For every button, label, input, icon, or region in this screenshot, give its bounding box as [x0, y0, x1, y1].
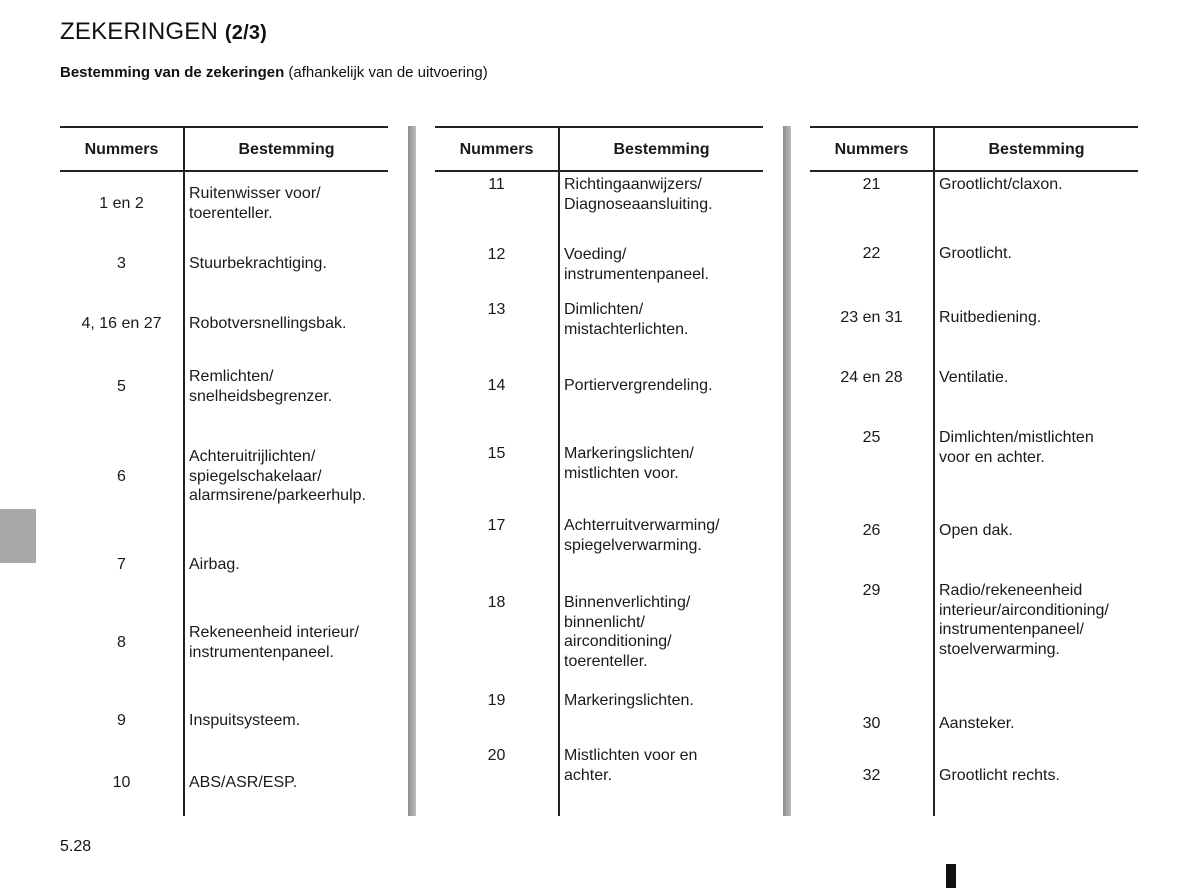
fuse-destination: Radio/rekeneenheid interieur/airconditioning/ instrumentenpaneel/ stoelverwarming. — [939, 582, 1109, 658]
fuse-destination: Mistlichten voor en achter. — [564, 747, 698, 784]
fuse-destination: ABS/ASR/ESP. — [189, 774, 298, 791]
fuse-number: 7 — [117, 556, 126, 573]
header-numbers: Nummers — [834, 141, 909, 158]
table-column-divider — [183, 126, 185, 816]
fuse-destination: Ruitbediening. — [939, 309, 1042, 326]
fuse-destination: Markeringslichten. — [564, 692, 694, 709]
fuse-destination: Achterruitverwarming/ spiegelverwarming. — [564, 517, 720, 554]
fuse-number: 25 — [862, 429, 881, 446]
fuse-destination: Rekeneenheid interieur/ instrumentenpaneel. — [189, 624, 359, 661]
chapter-tab — [0, 509, 36, 563]
fuse-destination: Dimlichten/ mistachterlichten. — [564, 301, 689, 338]
fuse-number: 18 — [487, 594, 506, 611]
fuse-table-3 — [810, 126, 1138, 816]
header-numbers: Nummers — [84, 141, 159, 158]
fuse-destination: Achteruitrijlichten/ spiegelschakelaar/ alarmsirene/parkeerhulp. — [189, 448, 366, 504]
fuse-destination: Ruitenwisser voor/ toerenteller. — [189, 185, 321, 222]
title-text: ZEKERINGEN — [60, 18, 219, 45]
fuse-destination: Dimlichten/mistlichten voor en achter. — [939, 429, 1094, 466]
fuse-number: 5 — [117, 378, 126, 395]
table-top-rule — [810, 126, 1138, 128]
fuse-number: 19 — [487, 692, 506, 709]
fuse-number: 6 — [117, 468, 126, 485]
fuse-destination: Grootlicht rechts. — [939, 767, 1060, 784]
fuse-number: 21 — [862, 176, 881, 193]
page-number: 5.28 — [60, 838, 92, 855]
fuse-destination: Stuurbekrachtiging. — [189, 255, 327, 272]
subtitle-bold: Bestemming van de zekeringen — [60, 64, 285, 81]
table-header-rule — [435, 170, 763, 172]
fuse-destination: Airbag. — [189, 556, 240, 573]
fuse-number: 11 — [488, 176, 505, 193]
fuse-destination: Portiervergrendeling. — [564, 377, 713, 394]
fuse-destination: Remlichten/ snelheidsbegrenzer. — [189, 368, 333, 405]
fuse-number: 30 — [862, 715, 881, 732]
title-suffix: (2/3) — [224, 22, 268, 44]
fuse-destination: Robotversnellingsbak. — [189, 315, 347, 332]
fuse-destination: Richtingaanwijzers/ Diagnoseaansluiting. — [564, 176, 713, 213]
fuse-number: 15 — [487, 445, 506, 462]
fuse-number: 26 — [862, 522, 881, 539]
fuse-number: 14 — [487, 377, 506, 394]
fuse-destination: Binnenverlichting/ binnenlicht/ airconditioning/ toerenteller. — [564, 594, 691, 670]
table-header-rule — [60, 170, 388, 172]
fuse-destination: Aansteker. — [939, 715, 1015, 732]
fuse-number: 17 — [487, 517, 506, 534]
fuse-number: 9 — [117, 712, 126, 729]
fuse-number: 13 — [487, 301, 506, 318]
fuse-number: 3 — [117, 255, 126, 272]
fuse-destination: Ventilatie. — [939, 369, 1009, 386]
column-separator — [783, 126, 791, 816]
header-destination: Bestemming — [613, 141, 710, 158]
fuse-number: 24 en 28 — [840, 369, 903, 386]
table-top-rule — [60, 126, 388, 128]
fuse-number: 20 — [487, 747, 506, 764]
fuse-destination: Voeding/ instrumentenpaneel. — [564, 246, 709, 283]
fuse-destination: Grootlicht/claxon. — [939, 176, 1063, 193]
header-numbers: Nummers — [459, 141, 534, 158]
table-top-rule — [435, 126, 763, 128]
fuse-destination: Markeringslichten/ mistlichten voor. — [564, 445, 694, 482]
fuse-table-2 — [435, 126, 763, 816]
header-destination: Bestemming — [238, 141, 335, 158]
header-destination: Bestemming — [988, 141, 1085, 158]
fuse-number: 8 — [117, 634, 126, 651]
table-column-divider — [558, 126, 560, 816]
fuse-number: 32 — [862, 767, 881, 784]
fuse-number: 22 — [862, 245, 881, 262]
subtitle-rest: (afhankelijk van de uitvoering) — [288, 64, 488, 81]
fuse-number: 29 — [862, 582, 881, 599]
table-column-divider — [933, 126, 935, 816]
column-separator — [408, 126, 416, 816]
fuse-number: 4, 16 en 27 — [81, 315, 162, 332]
fuse-destination: Grootlicht. — [939, 245, 1012, 262]
table-header-rule — [810, 170, 1138, 172]
fuse-destination: Inspuitsysteem. — [189, 712, 301, 729]
fuse-destination: Open dak. — [939, 522, 1013, 539]
page-subtitle — [60, 64, 488, 81]
fuse-number: 10 — [112, 774, 131, 791]
fuse-number: 1 en 2 — [99, 195, 144, 212]
fuse-number: 12 — [487, 246, 506, 263]
fuse-table-1 — [60, 126, 388, 816]
fuse-number: 23 en 31 — [840, 309, 903, 326]
page-title — [60, 18, 267, 46]
crop-mark — [946, 864, 956, 888]
